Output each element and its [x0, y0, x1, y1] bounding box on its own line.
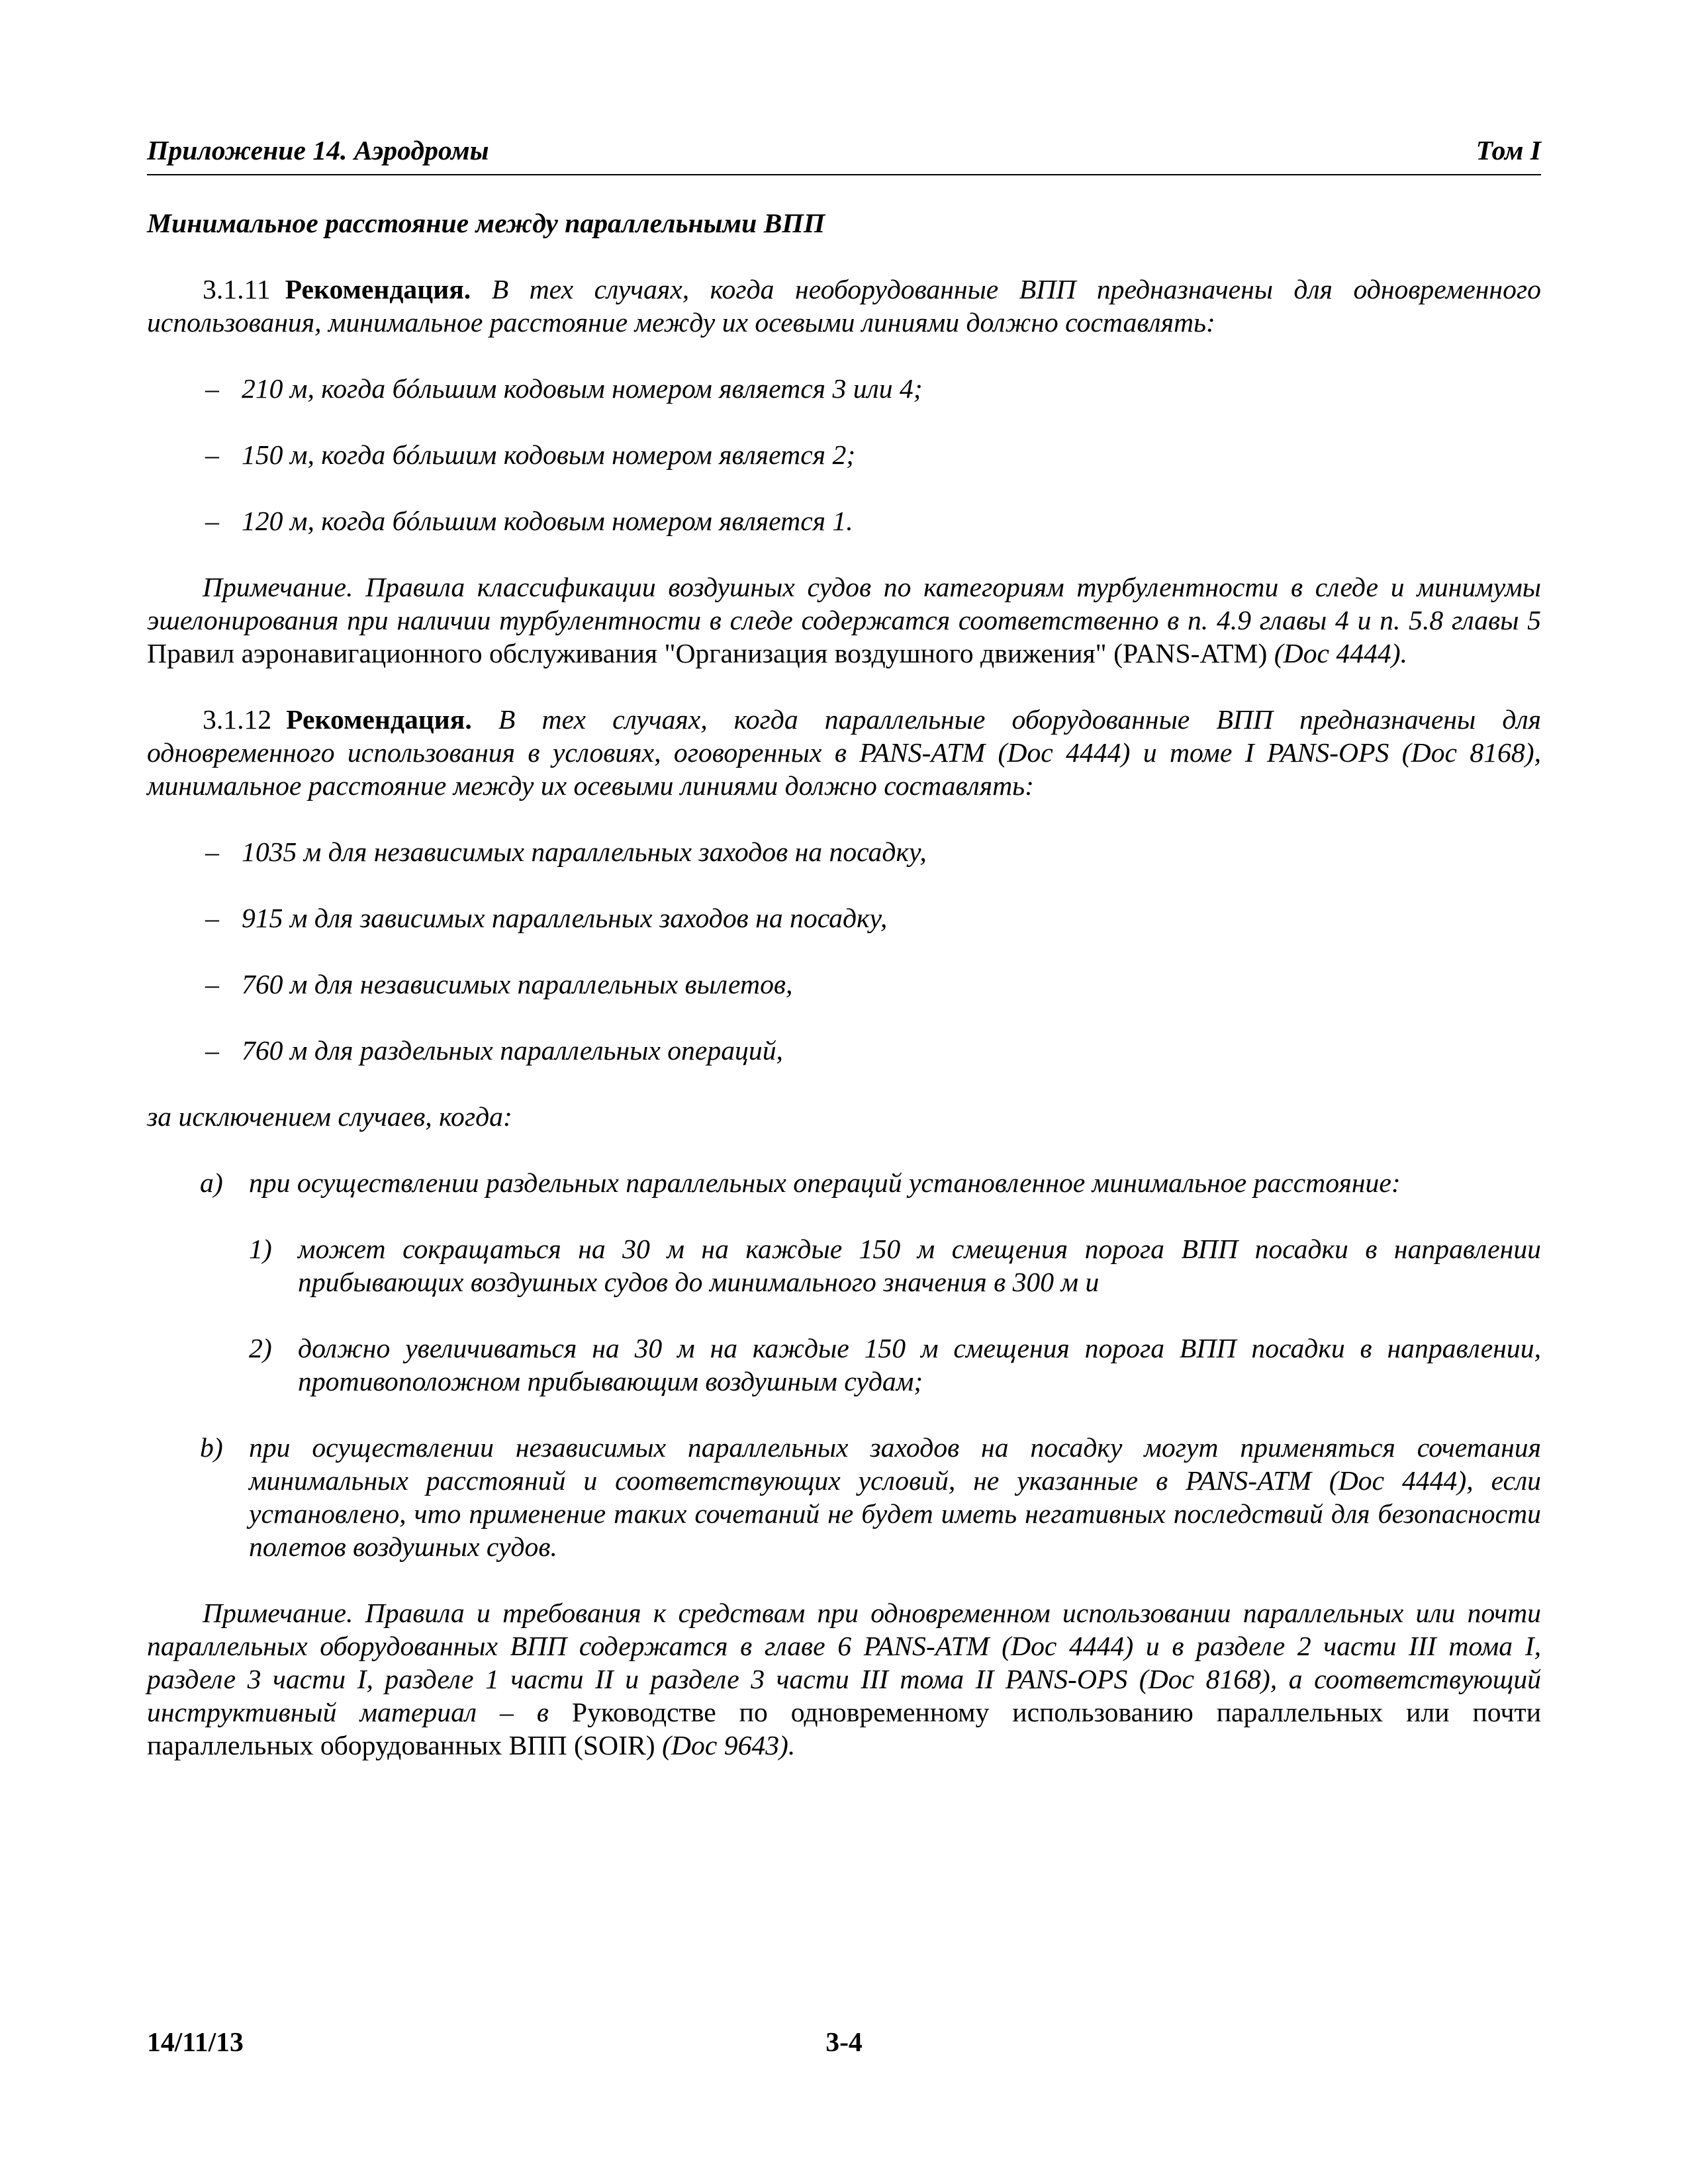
- dash-marker: –: [205, 903, 219, 934]
- list-item-text: 210 м, когда бóльшим кодовым номером является 3 или 4;: [242, 374, 923, 404]
- list-item: [147, 902, 1541, 935]
- note-2: [147, 1597, 1541, 1762]
- note-text: Примечание. Правила классификации воздушных судов по категориям турбулентности в следе и минимумы эшелонирования при наличии турбулентности в следе содержатся соответственно в п. 4.9 главы 4 и п. 5.8 главы 5: [147, 572, 1541, 636]
- list-item-text: 150 м, когда бóльшим кодовым номером является 2;: [242, 440, 856, 471]
- exception-item-b: [147, 1432, 1541, 1564]
- dash-marker: –: [205, 374, 219, 404]
- list-item: [147, 968, 1541, 1001]
- list-item-text: 1035 м для независимых параллельных заходов на посадку,: [242, 837, 927, 868]
- paragraph-number: 3.1.12: [203, 705, 272, 735]
- item-marker: a): [200, 1168, 223, 1199]
- recommendation-label: Рекомендация.: [285, 275, 471, 305]
- list-item: [147, 439, 1541, 472]
- header-title: Приложение 14. Аэродромы: [147, 136, 489, 166]
- exception-intro: за исключением случаев, когда:: [147, 1102, 512, 1132]
- list-item: [147, 1034, 1541, 1068]
- paragraph-number: 3.1.11: [203, 275, 271, 305]
- recommendation-3-1-11: [147, 273, 1541, 340]
- note-doc-title: Руководстве по одновременному использованию параллельных или почти параллельных оборудованных ВПП (SOIR): [147, 1698, 1541, 1761]
- page-number: 3-4: [825, 2027, 863, 2058]
- note-text: Примечание. Правила и требования к средствам при одновременном использовании параллельных или почти параллельных оборудованных ВПП содержатся в главе 6 PANS-ATM (Doc 4444) и в разделе 2 части III тома I, разделе 3 части I, разделе 1 части II и разделе 3 части III тома II PANS-OPS (Doc 8168), а соответствующий инструктивный материал – в: [147, 1598, 1541, 1728]
- item-marker: b): [200, 1433, 223, 1463]
- dash-marker: –: [205, 837, 219, 868]
- footer-date: 14/11/13: [147, 2027, 244, 2058]
- page-body: [147, 207, 1541, 1796]
- list-item: [147, 373, 1541, 406]
- list-item-text: 760 м для независимых параллельных вылетов,: [242, 970, 793, 1000]
- item-marker: 1): [249, 1234, 272, 1265]
- item-text: при осуществлении раздельных параллельных операций установленное минимальное расстояние:: [249, 1168, 1401, 1199]
- item-text: должно увеличиваться на 30 м на каждые 150 м смещения порога ВПП посадки в направлении, противоположном прибывающим воздушным судам;: [298, 1334, 1541, 1397]
- item-text: может сокращаться на 30 м на каждые 150 м смещения порога ВПП посадки в направлении прибывающих воздушных судов до минимального значения в 300 м и: [298, 1234, 1541, 1298]
- note-1: [147, 571, 1541, 670]
- exception-subitem-1: [147, 1233, 1541, 1299]
- note-doc-ref: (Doc 9643).: [662, 1731, 796, 1761]
- running-header: [147, 134, 1541, 175]
- dash-marker: –: [205, 1036, 219, 1066]
- section-title: Минимальное расстояние между параллельными ВПП: [147, 208, 825, 239]
- exception-item-a: [147, 1167, 1541, 1200]
- list-item-text: 760 м для раздельных параллельных операций,: [242, 1036, 783, 1066]
- list-item-text: 915 м для зависимых параллельных заходов на посадку,: [242, 903, 888, 934]
- list-item: [147, 505, 1541, 538]
- recommendation-text: В тех случаях, когда необорудованные ВПП предназначены для одновременного использования, минимальное расстояние между их осевыми линиями должно составлять:: [147, 275, 1542, 338]
- dash-marker: –: [205, 440, 219, 471]
- list-item: [147, 836, 1541, 869]
- exception-subitem-2: [147, 1332, 1541, 1398]
- recommendation-label: Рекомендация.: [286, 705, 472, 735]
- recommendation-3-1-12: [147, 704, 1541, 803]
- dash-marker: –: [205, 506, 219, 537]
- header-volume: Том I: [1476, 136, 1541, 166]
- item-text: при осуществлении независимых параллельных заходов на посадку могут применяться сочетания минимальных расстояний и соответствующих условий, не указанные в PANS-ATM (Doc 4444), если установлено, что применение таких сочетаний не будет иметь негативных последствий для безопасности полетов воздушных судов.: [249, 1433, 1541, 1563]
- item-marker: 2): [249, 1334, 272, 1364]
- list-item-text: 120 м, когда бóльшим кодовым номером является 1.: [242, 506, 853, 537]
- dash-marker: –: [205, 970, 219, 1000]
- note-doc-title: Правил аэронавигационного обслуживания "Организация воздушного движения" (PANS-ATM): [147, 639, 1268, 669]
- recommendation-text: В тех случаях, когда параллельные оборудованные ВПП предназначены для одновременного использования в условиях, оговоренных в PANS-ATM (Doc 4444) и томе I PANS-OPS (Doc 8168), минимальное расстояние между их осевыми линиями должно составлять:: [147, 705, 1541, 801]
- note-doc-ref: (Doc 4444).: [1274, 639, 1408, 669]
- running-footer: [147, 2026, 1541, 2059]
